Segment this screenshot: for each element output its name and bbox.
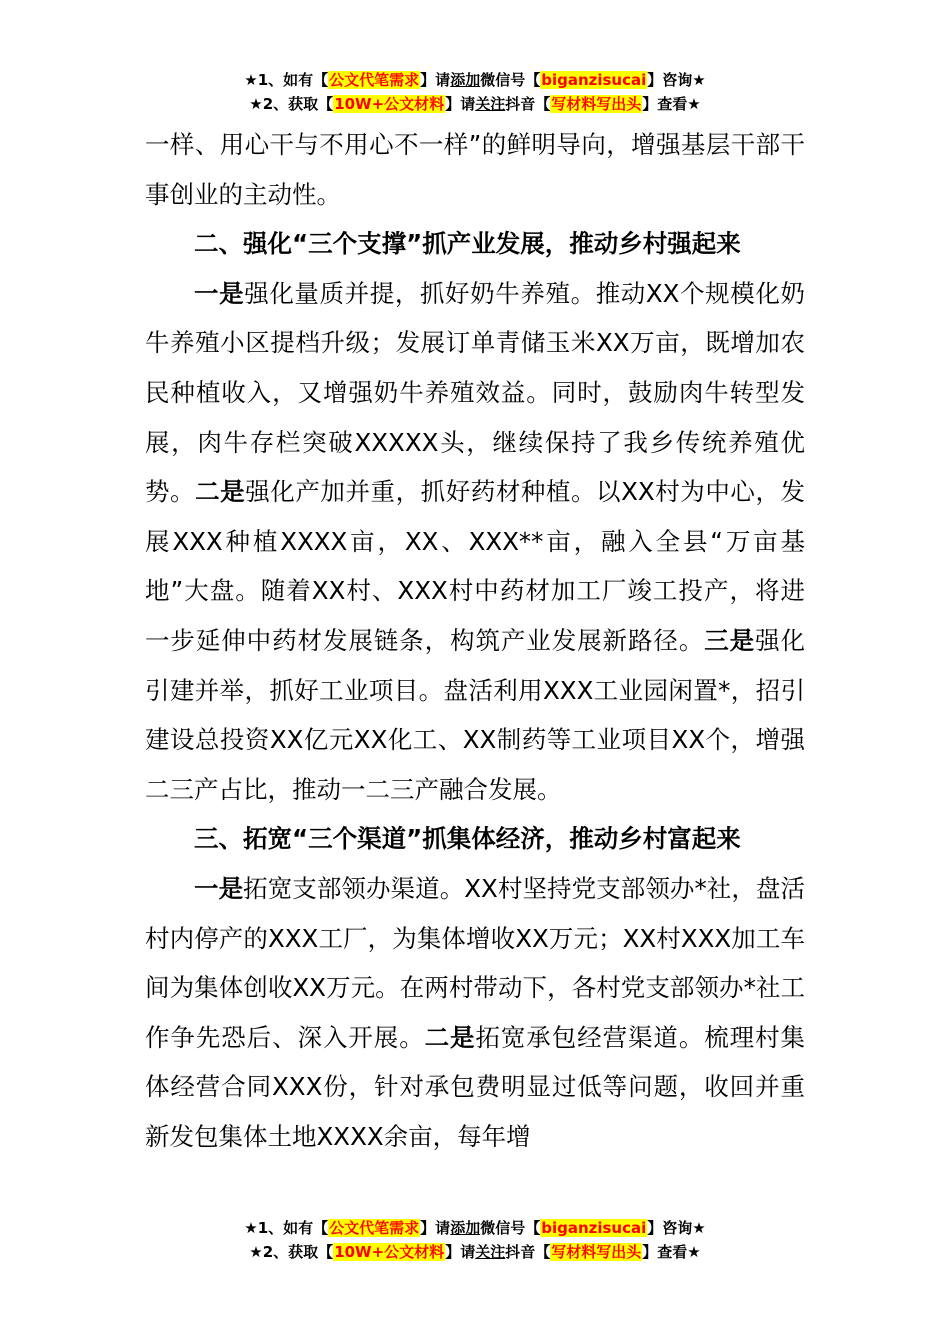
- banner-highlight-service: 公文代笔需求: [329, 71, 420, 89]
- top-banner: [0, 68, 950, 116]
- banner-line-2: ★2、获取【10W+公文材料】请关注抖音【写材料写出头】查看★: [249, 1243, 701, 1261]
- paragraph-industry: 一是强化量质并提，抓好奶牛养殖。推动XX个规模化奶牛养殖小区提档升级；发展订单青储玉米XX万亩，既增加农民种植收入，又增强奶牛养殖效益。同时，鼓励肉牛转型发展，肉牛存栏突破XXXXX头，继续保持了我乡传统养殖优势。二是强化产加并重，抓好药材种植。以XX村为中心，发展XXX种植XXXX亩，XX、XXX**亩，融入全县“万亩基地”大盘。随着XX村、XXX村中药材加工厂竣工投产，将进一步延伸中药材发展链条，构筑产业发展新路径。三是强化引建并举，抓好工业项目。盘活利用XXX工业园闲置*，招引建设总投资XX亿元XX化工、XX制药等工业项目XX个，增强二三产占比，推动一二三产融合发展。: [145, 278, 806, 804]
- banner-highlight-materials: 10W+公文材料: [334, 95, 445, 113]
- bottom-banner: [0, 1216, 950, 1264]
- banner-highlight-wechat-id: biganzisucai: [541, 1219, 647, 1237]
- banner-line-2: ★2、获取【10W+公文材料】请关注抖音【写材料写出头】查看★: [249, 95, 701, 113]
- banner-line-1: ★1、如有【公文代笔需求】请添加微信号【biganzisucai】咨询★: [244, 71, 706, 89]
- section-heading-2: 二、强化“三个支撑”抓产业发展，推动乡村强起来: [194, 229, 741, 259]
- document-body: [145, 120, 805, 1161]
- paragraph-continued: 一样、用心干与不用心不一样”的鲜明导向，增强基层干部干事创业的主动性。: [145, 130, 805, 209]
- banner-highlight-materials: 10W+公文材料: [334, 1243, 445, 1261]
- banner-line-1: ★1、如有【公文代笔需求】请添加微信号【biganzisucai】咨询★: [244, 1219, 706, 1237]
- banner-highlight-service: 公文代笔需求: [329, 1219, 420, 1237]
- paragraph-collective-economy: 一是拓宽支部领办渠道。XX村坚持党支部领办*社，盘活村内停产的XXX工厂，为集体增收XX万元；XX村XXX加工车间为集体创收XX万元。在两村带动下，各村党支部领办*社工作争先恐后、深入开展。二是拓宽承包经营渠道。梳理村集体经营合同XXX份，针对承包费明显过低等问题，收回并重新发包集体土地XXXX余亩，每年增: [145, 873, 806, 1151]
- banner-highlight-wechat-id: biganzisucai: [541, 71, 647, 89]
- banner-highlight-douyin: 写材料写出头: [551, 1243, 642, 1261]
- banner-highlight-douyin: 写材料写出头: [551, 95, 642, 113]
- section-heading-3: 三、拓宽“三个渠道”抓集体经济，推动乡村富起来: [194, 824, 741, 854]
